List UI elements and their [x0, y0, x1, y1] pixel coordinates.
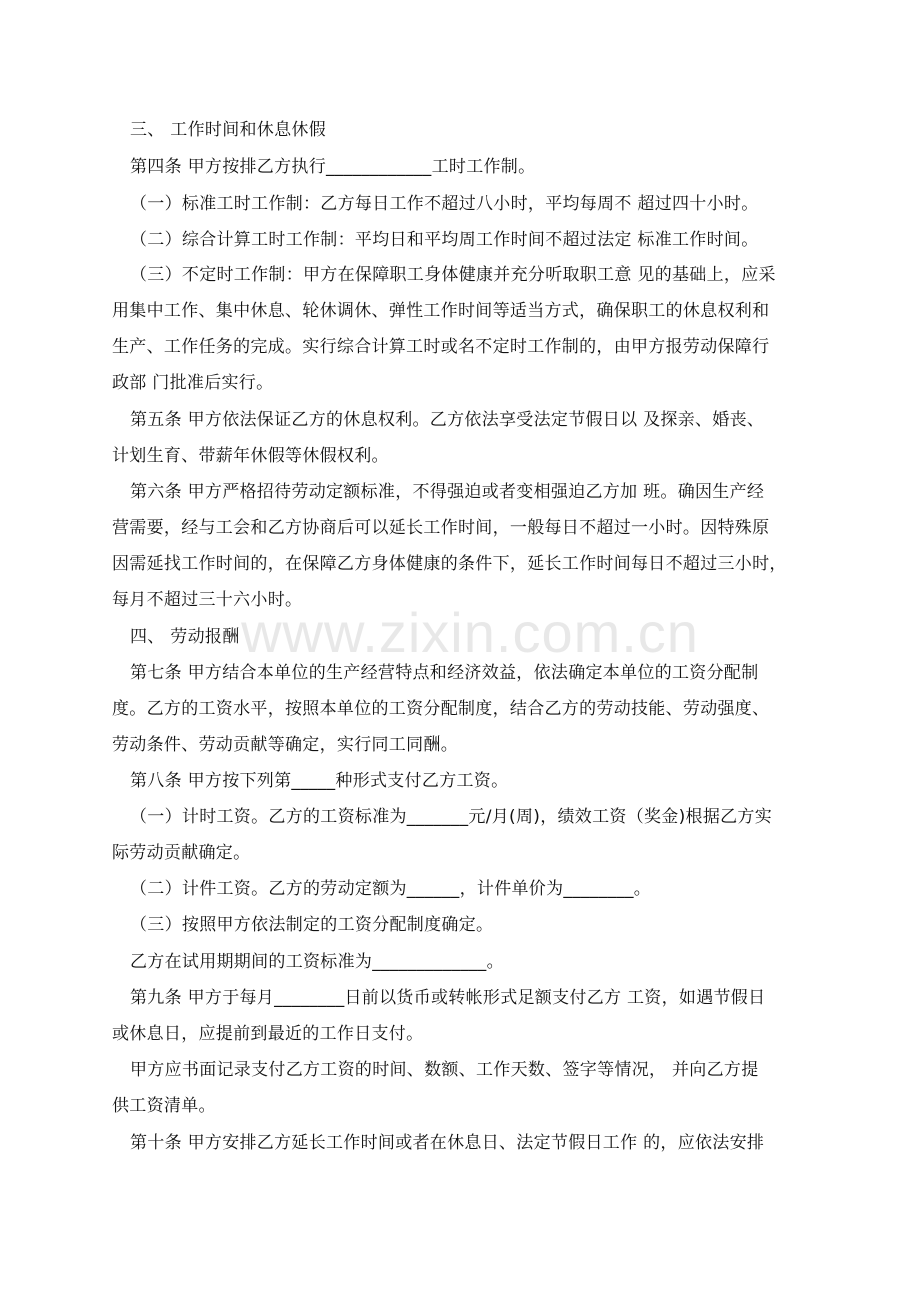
- section-heading-work-time: 三、 工作时间和休息休假: [130, 120, 327, 140]
- paragraph-line: （二）综合计算工时工作制：平均日和平均周工作时间不超过法定 标准工作时间。: [130, 230, 759, 250]
- paragraph-line: 第五条 甲方依法保证乙方的休息权利。乙方依法享受法定节假日以 及探亲、婚丧、: [130, 410, 765, 430]
- paragraph-line: 营需要，经与工会和乙方协商后可以延长工作时间，一般每日不超过一小时。因特殊原: [112, 518, 770, 538]
- paragraph-line: 第九条 甲方于每月________日前以货币或转帐形式足额支付乙方 工资，如遇节假日: [130, 988, 766, 1008]
- paragraph-line: 因需延找工作时间的，在保障乙方身体健康的条件下，延长工作时间每日不超过三小时，: [112, 554, 787, 574]
- watermark: www.zixin.com.cn: [241, 601, 699, 664]
- paragraph-line: 生产、工作任务的完成。实行综合计算工时或名不定时工作制的，由甲方报劳动保障行: [112, 337, 770, 357]
- paragraph-line: 第八条 甲方按下列第_____种形式支付乙方工资。: [130, 771, 509, 791]
- paragraph-line: 计划生育、带薪年休假等休假权利。: [112, 446, 389, 466]
- paragraph-line: 用集中工作、集中休息、轮休调休、弹性工作时间等适当方式，确保职工的休息权利和: [112, 301, 770, 321]
- paragraph-line: 供工资清单。: [112, 1096, 216, 1116]
- paragraph-line: 第四条 甲方按排乙方执行____________工时工作制。: [130, 157, 536, 177]
- section-heading-remuneration: 四、 劳动报酬: [130, 627, 240, 647]
- paragraph-line: 度。乙方的工资水平，按照本单位的工资分配制度，结合乙方的劳动技能、劳动强度、: [112, 699, 770, 719]
- paragraph-line: （二）计件工资。乙方的劳动定额为______，计件单价为________。: [130, 879, 652, 899]
- paragraph-line: （一）标准工时工作制：乙方每日工作不超过八小时，平均每周不 超过四十小时。: [130, 194, 759, 214]
- paragraph-line: 乙方在试用期期间的工资标准为_____________。: [130, 952, 504, 972]
- paragraph-line: 际劳动贡献确定。: [112, 843, 251, 863]
- paragraph-line: （三）按照甲方依法制定的工资分配制度确定。: [130, 915, 494, 935]
- paragraph-line: （一）计时工资。乙方的工资标准为_______元/月(周)，绩效工资（奖金)根据乙方实: [130, 807, 773, 827]
- paragraph-line: 每月不超过三十六小时。: [112, 590, 303, 610]
- paragraph-line: （三）不定时工作制：甲方在保障职工身体健康并充分听取职工意 见的基础上，应采: [130, 265, 776, 285]
- paragraph-line: 或休息日，应提前到最近的工作日支付。: [112, 1024, 424, 1044]
- paragraph-line: 劳动条件、劳动贡献等确定，实行同工同酬。: [112, 735, 458, 755]
- paragraph-line: 第十条 甲方安排乙方延长工作时间或者在休息日、法定节假日工作 的，应依法安排: [130, 1133, 765, 1153]
- paragraph-line: 甲方应书面记录支付乙方工资的时间、数额、工作天数、签字等情况， 并向乙方提: [130, 1060, 759, 1080]
- paragraph-line: 政部 门批准后实行。: [112, 373, 274, 393]
- paragraph-line: 第七条 甲方结合本单位的生产经营特点和经济效益，依法确定本单位的工资分配制: [130, 663, 759, 683]
- paragraph-line: 第六条 甲方严格招待劳动定额标准，不得强迫或者变相强迫乙方加 班。确因生产经: [130, 482, 765, 502]
